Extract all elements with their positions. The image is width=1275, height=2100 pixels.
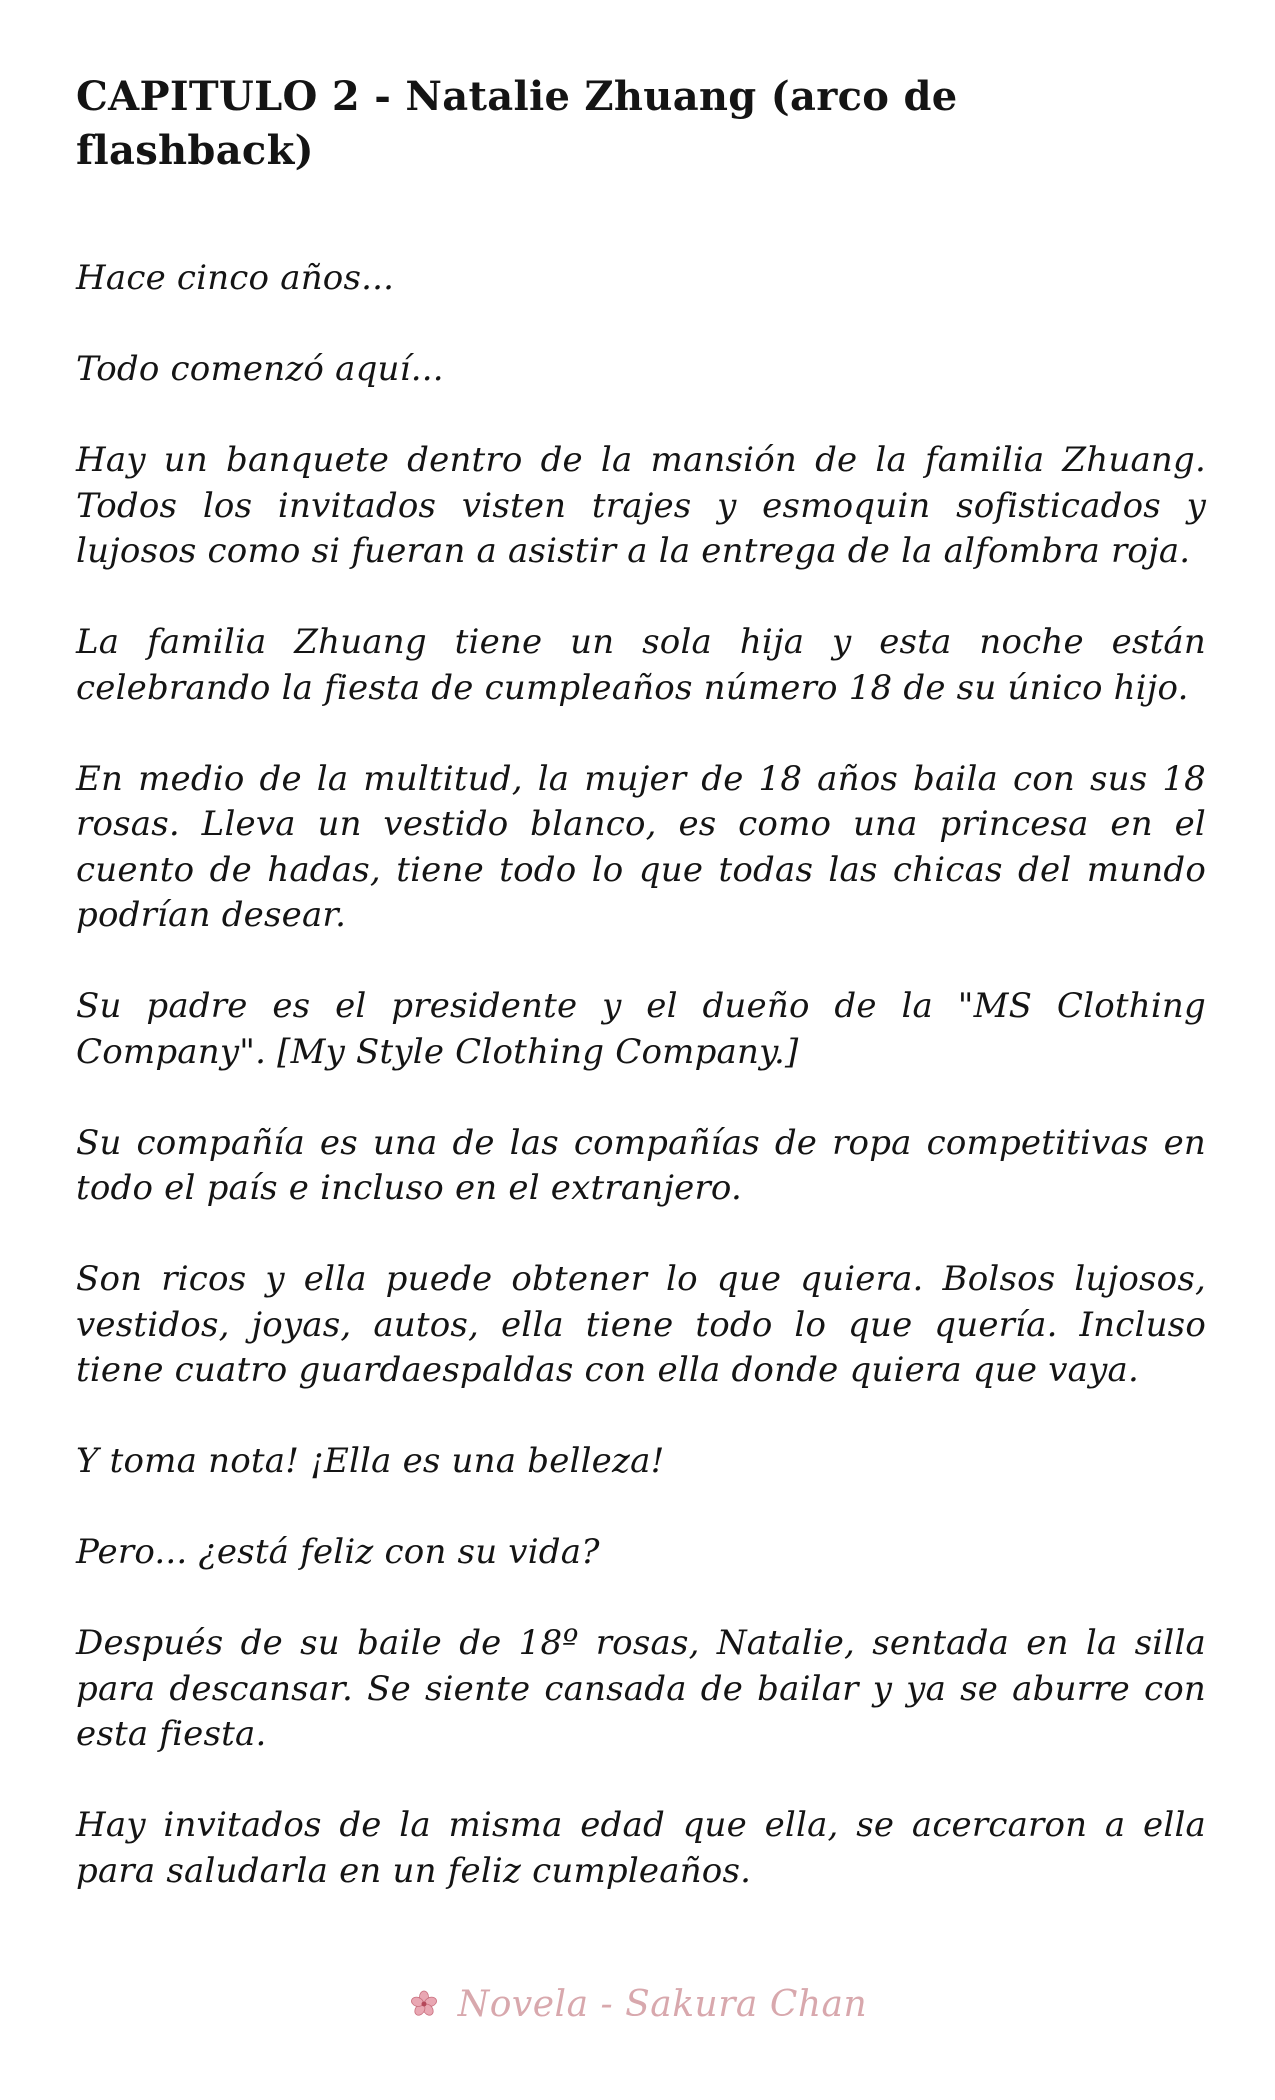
sakura-blossom-icon (408, 1987, 440, 2028)
paragraph: Hace cinco años... (76, 258, 395, 298)
paragraph: Hay un banquete dentro de la mansión de la familia Zhuang. Todos los invitados visten trajes y esmoquin sofisticados y lujosos como si fueran a asistir a la entrega de la alfombra roja. (76, 440, 1206, 571)
paragraph: La familia Zhuang tiene un sola hija y esta noche están celebrando la fiesta de cumpleaños número 18 de su único hijo. (76, 622, 1206, 708)
chapter-title: CAPITULO 2 - Natalie Zhuang (arco de flashback) (76, 73, 958, 174)
watermark (0, 1984, 1275, 2028)
paragraph: Su compañía es una de las compañías de ropa competitivas en todo el país e incluso en el extranjero. (76, 1122, 1206, 1208)
paragraph: En medio de la multitud, la mujer de 18 años baila con sus 18 rosas. Lleva un vestido blanco, es como una princesa en el cuento de hadas, tiene todo lo que todas las chicas del mundo podrían desear. (76, 758, 1206, 935)
paragraph: Y toma nota! ¡Ella es una belleza! (76, 1441, 665, 1481)
paragraph: Pero... ¿está feliz con su vida? (76, 1532, 600, 1572)
chapter-body (76, 256, 1206, 1894)
paragraph: Después de su baile de 18º rosas, Natalie, sentada en la silla para descansar. Se siente cansada de bailar y ya se aburre con esta fiesta. (76, 1623, 1206, 1754)
paragraph: Son ricos y ella puede obtener lo que quiera. Bolsos lujosos, vestidos, joyas, autos, ella tiene todo lo que quería. Incluso tiene cuatro guardaespaldas con ella donde quiera que vaya. (76, 1259, 1206, 1390)
chapter-page (76, 70, 1206, 1894)
paragraph: Todo comenzó aquí... (76, 349, 444, 389)
paragraph: Su padre es el presidente y el dueño de la "MS Clothing Company". [My Style Clothing Company.] (76, 986, 1206, 1072)
watermark-text: Novela - Sakura Chan (457, 1984, 868, 2025)
paragraph: Hay invitados de la misma edad que ella, se acercaron a ella para saludarla en un feliz cumpleaños. (76, 1805, 1206, 1891)
